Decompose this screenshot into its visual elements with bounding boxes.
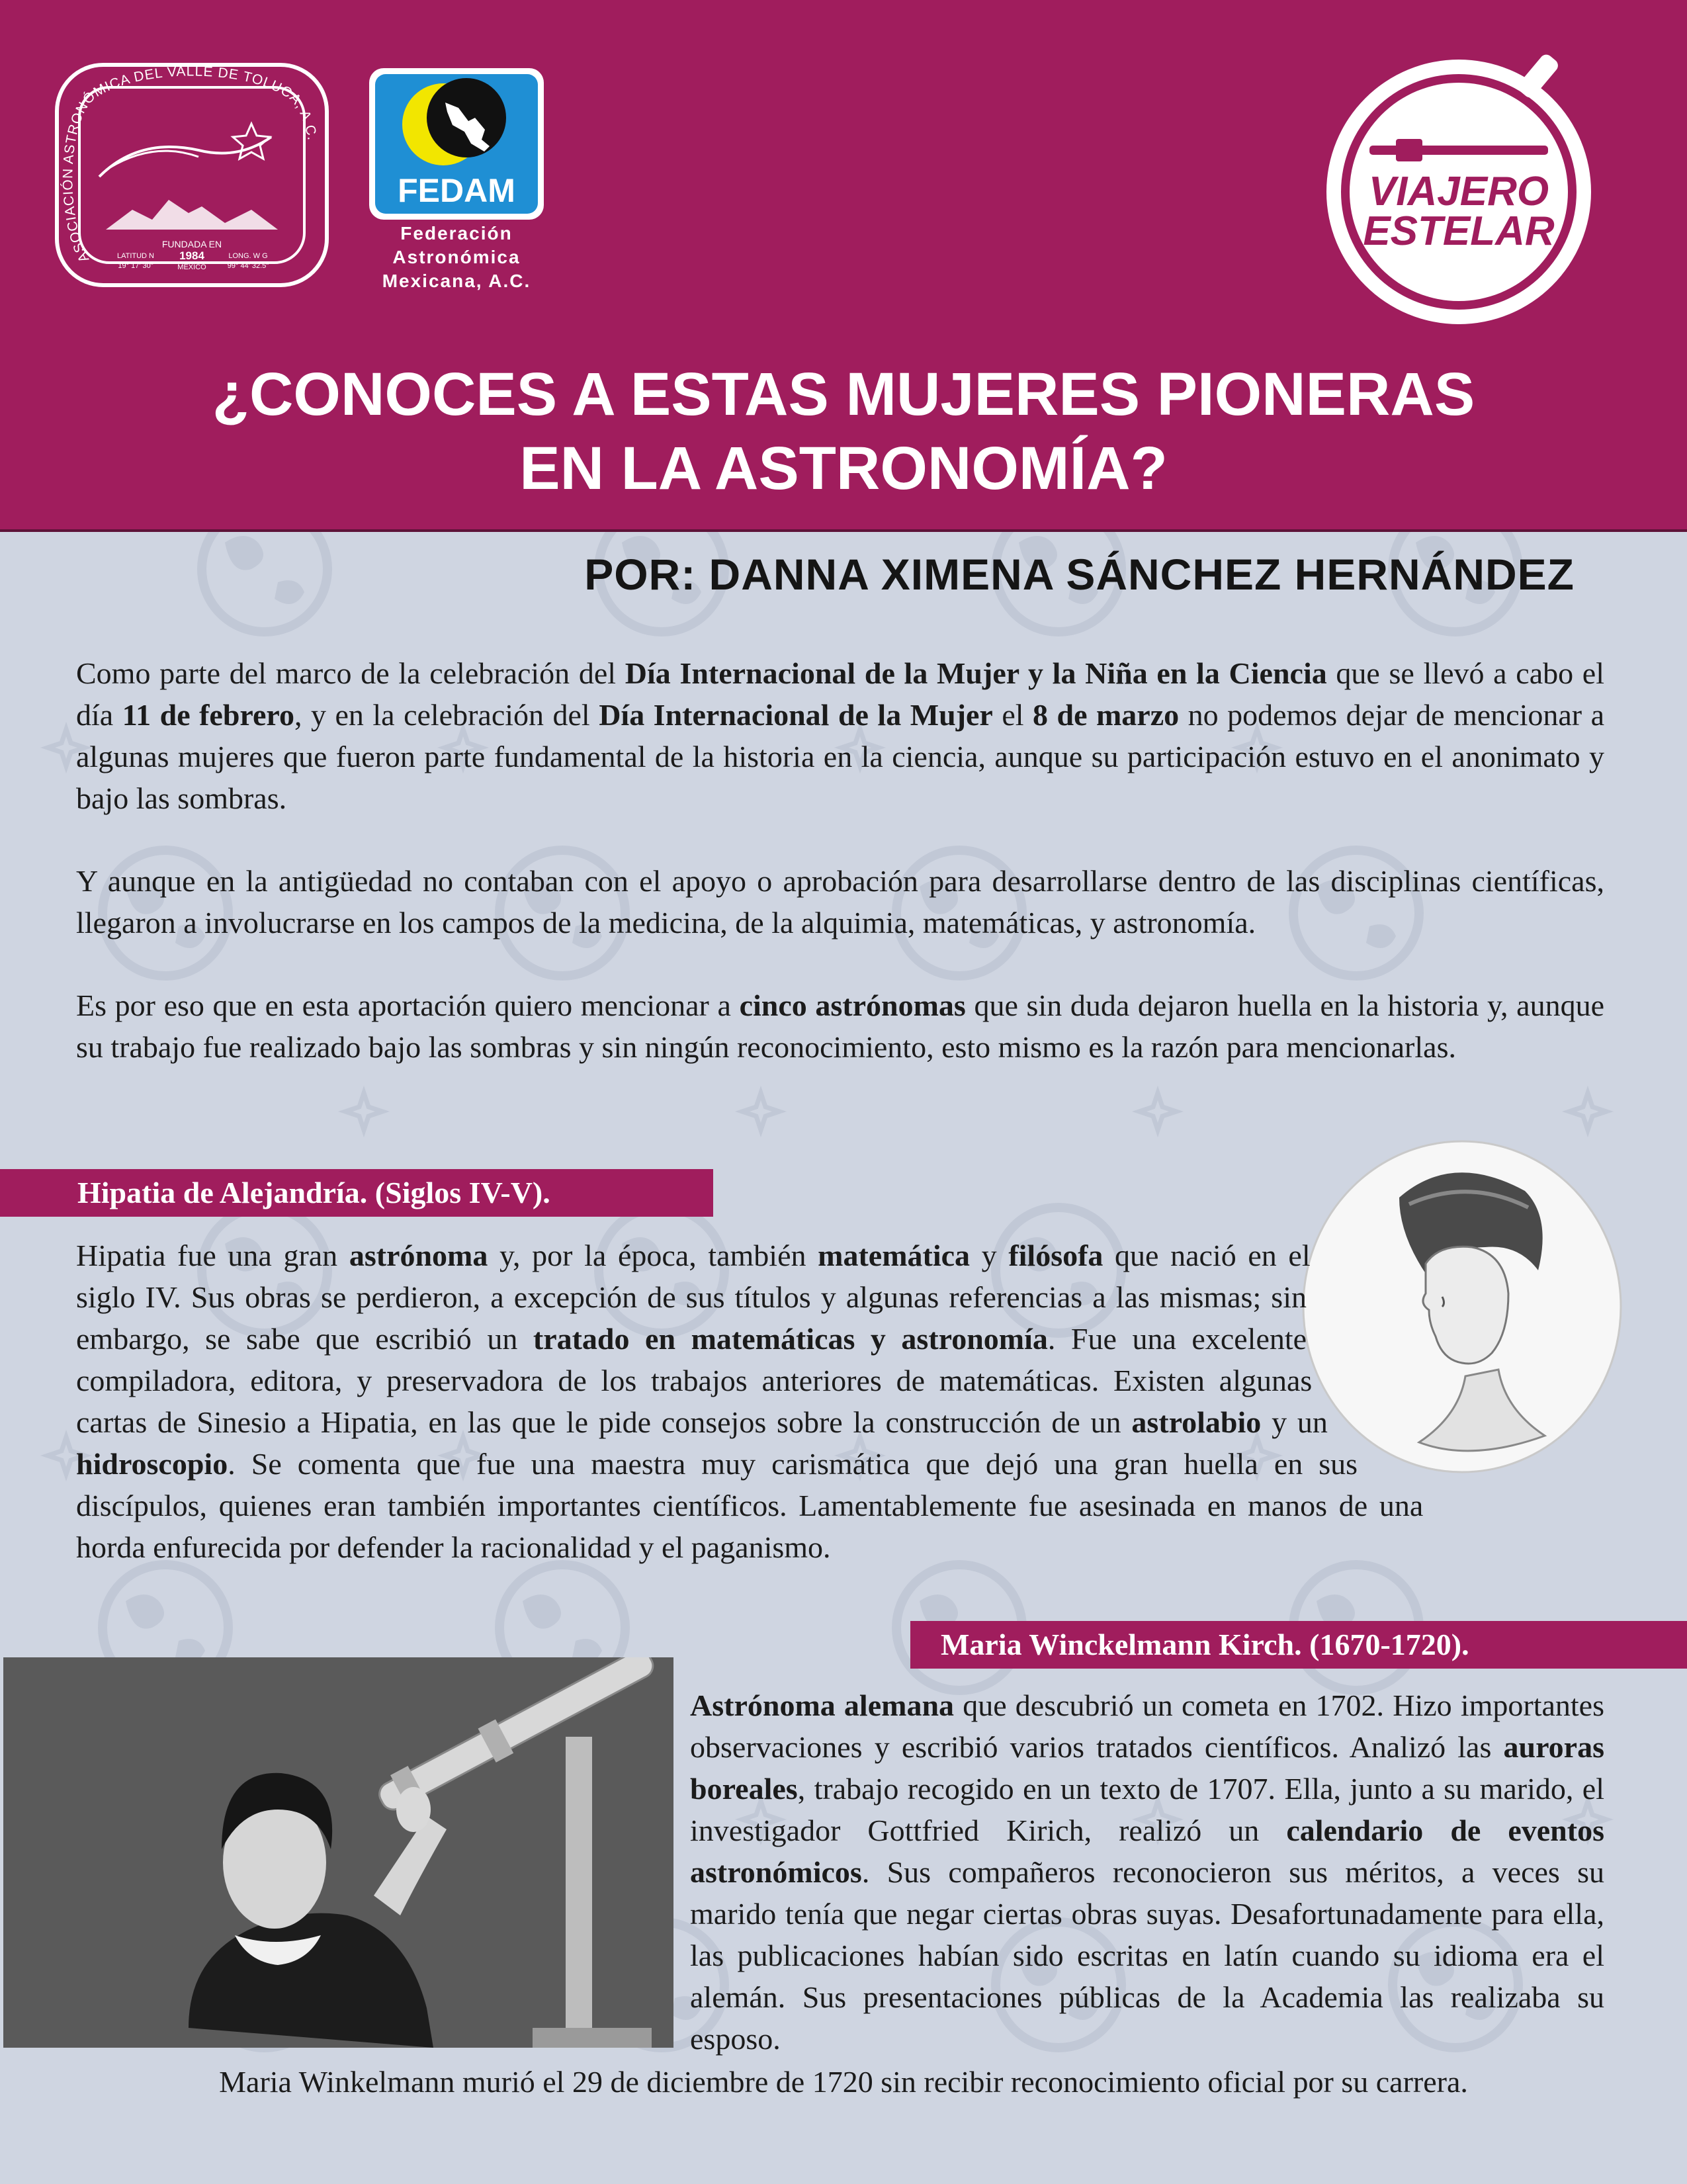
maria-portrait — [3, 1657, 673, 2048]
header-banner — [0, 0, 1687, 532]
hipatia-bold-2: matemática — [818, 1239, 971, 1272]
maria-bold-1: Astrónoma alemana — [690, 1688, 955, 1722]
intro-paragraph-2: Y aunque en la antigüedad no contaban con el apoyo o aprobación para desarrollarse dentro de las disciplinas científicas, llegaron a involucrarse en los campos de la medicina, de la alquimia, matemáticas, y astronomía. — [76, 864, 1604, 939]
intro-p1-bold-1: Día Internacional de la Mujer y la Niña en la Ciencia — [625, 656, 1327, 690]
fedam-subtitle-line2: Astronómica — [392, 247, 521, 267]
page-title-line2: EN LA ASTRONOMÍA? — [519, 435, 1168, 502]
fedam-name: FEDAM — [398, 172, 515, 209]
asociacion-lat-value: 19° 17' 30" — [118, 262, 153, 270]
author-byline: POR: DANNA XIMENA SÁNCHEZ HERNÁNDEZ — [584, 550, 1575, 599]
hipatia-text-7: . Se comenta que fue una maestra muy carismática que dejó una gran huella en sus discípulos, quienes eran también importantes científicos. Lamentablemente fue asesinada en manos de una horda enfurecida por defender la racionalidad y el paganismo. — [76, 1447, 1424, 1564]
maria-bold-3: calendario de eventos astronómicos — [690, 1813, 1604, 1889]
page-title-line1: ¿CONOCES A ESTAS MUJERES PIONERAS — [212, 361, 1475, 428]
maria-text-2: , trabajo recogido en un texto de 1707. Ella, junto a su marido, el investigador Gottfried Kirich, realizó un — [690, 1772, 1604, 1847]
asociacion-lat-label: LATITUD N — [116, 252, 155, 260]
svg-text:ASOCIACIÓN ASTRONÓMICA DEL VAL — [60, 64, 320, 265]
viajero-estelar-logo — [1317, 40, 1621, 344]
intro-p3-text-1: Es por eso que en esta aportación quiero mencionar a — [76, 988, 740, 1022]
asociacion-founded-label: FUNDADA EN — [161, 239, 222, 249]
asociacion-long-value: 99° 44' 32.5" — [227, 262, 269, 270]
maria-closing-line: Maria Winkelmann murió el 29 de diciembre de 1720 sin recibir reconocimiento oficial por su carrera. — [219, 2065, 1468, 2099]
hipatia-paragraph — [76, 1235, 1604, 1568]
maria-bold-2: auroras boreales — [690, 1730, 1604, 1806]
intro-paragraph-3 — [76, 984, 1604, 1068]
hipatia-text-3: y — [970, 1239, 1009, 1272]
intro-p1-text-1: Como parte del marco de la celebración del — [76, 656, 625, 690]
hipatia-text-2: y, por la época, también — [488, 1239, 818, 1272]
hipatia-text-6: y un — [1261, 1405, 1328, 1439]
maria-text-1: que descubrió un cometa en 1702. Hizo importantes observaciones y escribió varios tratados científicos. Analizó las — [690, 1688, 1604, 1764]
intro-p3-text-2: que sin duda dejaron huella en la historia y, aunque su trabajo fue realizado bajo las sombras y sin ningún reconocimiento, esto mismo es la razón para mencionarlas. — [76, 988, 1605, 1064]
hipatia-heading: Hipatia de Alejandría. (Siglos IV-V). — [0, 1169, 713, 1217]
hipatia-text-1: Hipatia fue una gran — [76, 1239, 349, 1272]
hipatia-bold-3: filósofa — [1008, 1239, 1103, 1272]
hipatia-bold-5: astrolabio — [1131, 1405, 1262, 1439]
fedam-subtitle-line3: Mexicana, A.C. — [382, 271, 531, 291]
maria-text-3: . Sus compañeros reconocieron sus méritos, a veces su marido tenía que negar ciertas obras suyas. Desafortunadamente para ella, las publicaciones habían sido escritas en latín cuando su idioma era el alemán. Sus presentaciones públicas de la Academia las realizaba su esposo. — [690, 1855, 1604, 2056]
hipatia-bold-1: astrónoma — [349, 1239, 488, 1272]
intro-p1-text-3: , y en la celebración del — [294, 698, 599, 732]
asociacion-logo — [53, 61, 331, 289]
intro-p1-bold-3: Día Internacional de la Mujer — [599, 698, 993, 732]
hipatia-text-4: que nació en el siglo IV. Sus obras se perdieron, a excepción de sus títulos y algunas referencias a las mismas; sin embargo, se sabe que escribió un — [76, 1239, 1311, 1356]
asociacion-place: MÉXICO — [177, 263, 206, 271]
fedam-subtitle — [351, 222, 562, 293]
intro-p3-bold-1: cinco astrónomas — [739, 988, 966, 1022]
maria-heading: Maria Winckelmann Kirch. (1670-1720). — [910, 1621, 1687, 1669]
viajero-line2: ESTELAR — [1363, 208, 1555, 254]
intro-paragraph-1 — [76, 652, 1604, 819]
asociacion-long-label: LONG. W G — [228, 252, 268, 260]
hipatia-bold-4: tratado en matemáticas y astronomía — [533, 1322, 1048, 1356]
intro-p1-text-4: el — [992, 698, 1033, 732]
intro-p1-text-2: que se llevó a cabo el día — [76, 656, 1604, 732]
fedam-logo — [367, 66, 546, 222]
hipatia-text-5: . Fue una excelente compiladora, editora, y preservadora de los trabajos anteriores de matemáticas. Existen algunas cartas de Sinesio a Hipatia, en las que le pide consejos sobre la construcción de un — [76, 1322, 1313, 1439]
asociacion-ring-text: ASOCIACIÓN ASTRONÓMICA DEL VALLE DE TOLUCA, A.C. — [60, 64, 320, 265]
intro-p1-text-5: no podemos dejar de mencionar a algunas mujeres que fueron parte fundamental de la historia en la ciencia, aunque su participación estuvo en el anonimato y bajo las sombras. — [76, 698, 1605, 815]
intro-p1-bold-2: 11 de febrero — [122, 698, 295, 732]
hipatia-bold-6: hidroscopio — [76, 1447, 228, 1481]
page-title — [0, 357, 1687, 505]
intro-p1-bold-4: 8 de marzo — [1033, 698, 1180, 732]
viajero-line1: VIAJERO — [1368, 169, 1549, 214]
fedam-subtitle-line1: Federación — [400, 223, 513, 243]
maria-paragraph — [690, 1684, 1604, 2060]
asociacion-founded-year: 1984 — [179, 249, 204, 262]
